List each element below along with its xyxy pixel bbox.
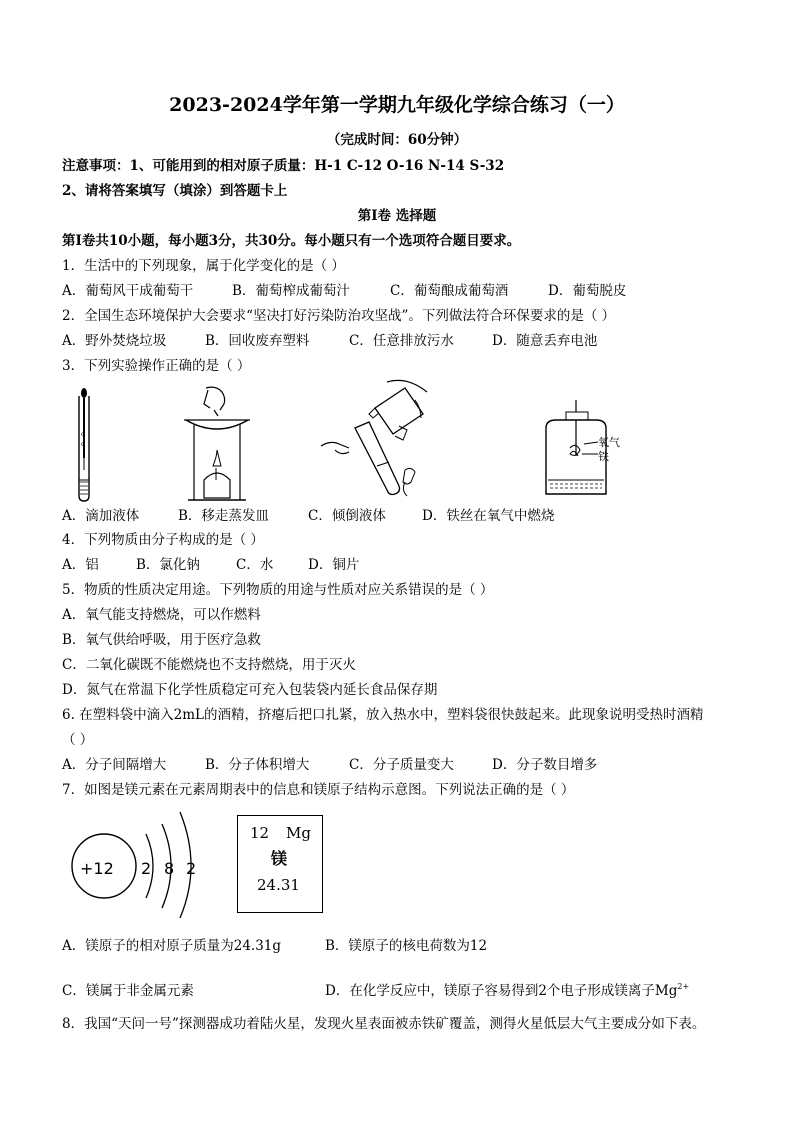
mg-name: 镁 (271, 849, 288, 868)
q1-option-a: A．葡萄风干成葡萄干 (62, 283, 194, 299)
exam-time: （完成时间：60分钟） (326, 132, 468, 148)
q1-option-b: B．葡萄榨成葡萄汁 (232, 283, 350, 299)
exam-title: 2023-2024学年第一学期九年级化学综合练习（一） (169, 94, 625, 116)
pouring-liquid-figure (315, 378, 440, 503)
q6-stem: 6. 在塑料袋中滴入2mL的酒精，挤瘪后把口扎紧，放入热水中，塑料袋很快鼓起来。此现象说明受热时酒精 (62, 707, 704, 723)
svg-text:c: c (81, 431, 85, 438)
notice-line-2: 2、请将答案填写（填涂）到答题卡上 (62, 183, 288, 199)
q7-option-c: C．镁属于非金属元素 (62, 983, 194, 999)
q6-option-b: B．分子体积增大 (205, 757, 310, 773)
mg-shell-2: 8 (164, 859, 175, 878)
mg-ion-charge: 2+ (677, 982, 690, 991)
q6-option-a: A．分子间隔增大 (62, 757, 167, 773)
mg-nucleus-charge: +12 (80, 859, 114, 878)
q7-option-d: D．在化学反应中，镁原子容易得到2个电子形成镁离子$Mg^{2+}$ (325, 982, 690, 999)
section-title: 第Ⅰ卷 选择题 (357, 208, 437, 224)
q2-option-d: D．随意丢弃电池 (492, 333, 598, 349)
q4-option-d: D．铜片 (308, 557, 360, 573)
fig-oxygen-label: 氧气 (598, 436, 620, 449)
q5-option-b: B．氧气供给呼吸，用于医疗急救 (62, 632, 261, 648)
q7-option-a: A．镁原子的相对原子质量为24.31g (62, 938, 282, 954)
svg-text:c: c (81, 441, 85, 448)
q3-option-c: C．倾倒液体 (308, 508, 386, 524)
q2-stem: 2．全国生态环境保护大会要求“坚决打好污染防治攻坚战”。下列做法符合环保要求的是（ ） (62, 308, 616, 324)
q1-stem: 1．生活中的下列现象，属于化学变化的是（ ） (62, 258, 345, 274)
q6-paren: （ ） (62, 732, 94, 748)
q5-option-c: C．二氧化碳既不能燃烧也不支持燃烧，用于灭火 (62, 657, 356, 673)
q3-option-b: B．移走蒸发皿 (178, 508, 269, 524)
mg-atomic-number: 12 (250, 824, 270, 842)
fig-iron-label: 铁 (598, 450, 609, 463)
dropper-figure (70, 388, 110, 503)
mg-symbol: Mg (286, 824, 311, 842)
q4-option-a: A．铝 (62, 557, 99, 573)
q5-option-d: D．氮气在常温下化学性质稳定可充入包装袋内延长食品保存期 (62, 682, 438, 698)
q4-option-c: C．水 (236, 557, 274, 573)
q4-stem: 4．下列物质由分子构成的是（ ） (62, 532, 264, 548)
q1-option-c: C．葡萄酿成葡萄酒 (390, 283, 509, 299)
mg-shell-1: 2 (141, 859, 152, 878)
q4-option-b: B．氯化钠 (136, 557, 200, 573)
q3-option-a: A．滴加液体 (62, 508, 140, 524)
q5-stem: 5．物质的性质决定用途。下列物质的用途与性质对应关系错误的是（ ） (62, 582, 494, 598)
q3-option-d: D．铁丝在氧气中燃烧 (422, 508, 555, 524)
q6-option-d: D．分子数目增多 (492, 757, 598, 773)
notice-line-1: 注意事项：1、可能用到的相对原子质量：H-1 C-12 O-16 N-14 S-32 (62, 158, 505, 174)
section-intro: 第Ⅰ卷共10小题，每小题3分，共30分。每小题只有一个选项符合题目要求。 (62, 233, 521, 249)
q2-option-a: A．野外焚烧垃圾 (62, 333, 167, 349)
mg-atomic-mass: 24.31 (257, 876, 300, 894)
mg-shell-3: 2 (186, 859, 197, 878)
q2-option-c: C．任意排放污水 (349, 333, 454, 349)
q5-option-a: A．氧气能支持燃烧，可以作燃料 (62, 607, 261, 623)
q7-option-b: B．镁原子的核电荷数为12 (325, 938, 488, 954)
q6-option-c: C．分子质量变大 (349, 757, 454, 773)
q7-stem: 7．如图是镁元素在元素周期表中的信息和镁原子结构示意图。下列说法正确的是（ ） (62, 782, 575, 798)
q3-stem: 3．下列实验操作正确的是（ ） (62, 358, 251, 374)
iron-burning-figure (540, 398, 640, 498)
q8-stem: 8．我国“天问一号”探测器成功着陆火星，发现火星表面被赤铁矿覆盖，测得火星低层大气主要成分如下表。 (62, 1016, 706, 1032)
q2-option-b: B．回收废弃塑料 (205, 333, 310, 349)
evaporating-dish-figure (180, 384, 255, 502)
q1-option-d: D．葡萄脱皮 (548, 283, 627, 299)
